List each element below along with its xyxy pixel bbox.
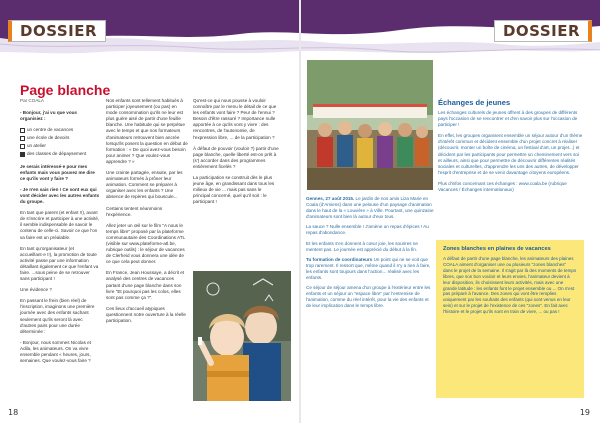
paragraph: En passant le frein (bien réel) de l'inscription, imaginons une première journée avec des enfants sachant seulement qu'ils seront là avec d'autres pairs pour une durée déterminée :: [20, 298, 95, 334]
paragraph: En France, Jean Houssaye, a décrit et analysé des centres de vacances partant d'une page blanche dans son livre "Et pourquoi pas les colos, elles sont pas comme ça ?".: [106, 270, 185, 300]
article-column-1: [20, 110, 100, 369]
article-column-3: [193, 98, 279, 211]
author-byline: Par COALA: [20, 98, 44, 103]
youth-exchange-photo: [307, 60, 433, 190]
paragraph: Ces lieux d'accueil atypiques questionnent notre ouverture à la réelle participation.: [106, 305, 186, 323]
dialogue-question: Je serais intéressé·e pour mes enfants mais vous pouvez me dire ce qu'ils vont y faire ?: [20, 163, 95, 181]
caption-paragraph: [306, 196, 434, 220]
paragraph: En effet, les groupes organisent ensemble un séjour autour d'un thème d'intérêt commun et décident ensemble d'un projet concret à réaliser (découvrir, monter un boîte de cinéma, un festival d'art, un projet...) et décident par les participants pour permettre un cheminement vers soi et ailleurs, ainsi que pour permettre de découvrir différentes réalités sociales et culturelles, d'apprendre les uns des autres, de développer l'esprit d'entreprise et de se venir davantage citoyens européens.: [438, 133, 583, 175]
paragraph: Ce séjour de séjour amena d'un groupe à l'extérieur entre les enfants et un séjour un "espace libre" par l'entremise de l'animation, comme du réel intérêt, pour la vie des enfants et de leur implication dans le temps libre.: [306, 285, 431, 309]
paragraph: Les échanges culturels de jeunes offrent à des groupes de différents pays l'occasion de se rencontrer et d'en savoir plus sur l'occasion de participer !: [438, 110, 578, 128]
page-gutter: [299, 0, 301, 423]
paragraph: La participation se construit dès le plus jeune âge, en grandissant dans tous les milieux de vie ... mais pas sans le principal concerné, quel qu'il soit : le participant !: [193, 175, 275, 205]
checklist-item: des classes de dépaysement: [20, 151, 100, 157]
caption-subheading: Tu formation de coordinateurs: [306, 256, 373, 262]
checklist-item: une école de devoirs: [20, 135, 100, 141]
paragraph: - Bonjour, nous sommes Nicolas et Adila, les animateurs. On va vivre ensemble pendant « heures, jours, semaines. Que voulez-vous faire ?: [20, 339, 91, 364]
paragraph: Certains tentent néanmoins l'expérience.: [106, 205, 163, 217]
caption-paragraph: [306, 257, 434, 281]
page-title: Page blanche: [20, 82, 111, 98]
paragraph: En tant qu'organisateur (et accueillant·e !!), la promotion de toute activité passe par une information détaillant également ce que l'enfant va faire. ...sous peine de se retrouver sans participant !: [20, 245, 99, 282]
sidebar-box-text: A défaut de partir d'une page blanche, les animateurs des plaines COALA aiment d'organiser une ou plusieurs "zones blanches" dans le projet de la semaine. Il s'agit par là des moments de temps libres, que son bon vouloir et leurs envies, l'animateur devient à leur disposition, ils choisissent leurs activités, mais avec une grande latitude : les enfants font le projet ensemble ou ... On n'est pas préparé à l'avance. Des zones qui vont être remplies uniquement par les souhaits des enfants (qui sont venus en leur sein) et sur le projet de l'existence de ces "zones". En fait avec l'histoire et le projet qu'ils sont en train de vivre, ... ou pas !: [443, 256, 577, 315]
sidebar-box-title: Zones blanches en plaines de vacances: [443, 246, 551, 252]
page-number-left: 18: [8, 408, 19, 417]
paragraph: Une évidence ?: [20, 287, 52, 293]
children-photo: [193, 271, 291, 401]
caption-text: Le jardin de nos amis Liza Marie en Coala (d'Amiens) dans une pelouse d'un paysage d'animation dans le haut de la « Louvière » à Ville. Pourtant, une quinzaine d'animateurs sont bien là autour d'eux tous.: [306, 196, 434, 220]
article-column-2: [106, 98, 188, 329]
paragraph: Plus d'infos concernant ces échanges : www.coala.be (rubrique Vacances / Échanges internationaux): [438, 180, 567, 193]
paragraph: Et les enfants s'en donnent à cœur joie, les sourires ne mentent pas. Le journée est apprécié du début à la fin.: [306, 240, 418, 252]
dialogue-intro: - Bonjour, j'ai vu que vous organisiez :: [20, 110, 77, 122]
paragraph: Allez jeter un œil sur le film "A nous le temps libre" proposé par la plateforme communautaire des Coordinations ATL (visible sur www.plateforme-atl.be, rubrique outils) : le séjour de vacances de Clerheid vous donnera une idée de ce que cela peut donner.: [106, 222, 185, 265]
paragraph: Nos enfants sont tellement habitués à participer joyeusement (ou pas) en mode consommation qu'ils ne leur est plus guère aisé de partir d'une feuille blanche. Une habitude qui se perpétue avec le temps et que nos formateurs d'animateurs retrouvent bien ancrée lorsqu'ils posent la question en début de formation : « De quoi avez-vous besoin pour animer ? Que voulez-vous apprendre ? »: [106, 98, 188, 164]
section-tag-left: DOSSIER: [8, 20, 106, 42]
caption-date: Gennes, 27 août 2015.: [306, 196, 355, 201]
dialogue-answer: - Je n'en sais rien ! Ce sont eux qui vont décider avec les autres enfants du groupe.: [20, 186, 100, 205]
paragraph: Une crainte partagée, ensuite, par les animateurs formés à prôner leur animation. Comment se préparer à organiser avec les enfants ? Une absence de repères qui bouscule...: [106, 170, 183, 200]
sidebar-box-zones-blanches: [436, 240, 584, 398]
paragraph: Qu'est-ce qui nous pousse à vouloir connaître par le menu le détail de ce que les enfants vont faire ? Peur de l'ennui ? Besoin d'être rassuré ? Importance nulle apportée à ce qu'ils vont y vivre : des rencontres, de l'autonomie, de l'expression libre, ... de la participation ?: [193, 98, 277, 140]
section-title-youth-exchanges: Échanges de jeunes: [438, 98, 511, 107]
checklist-item: un centre de vacances: [20, 127, 100, 133]
paragraph: En tant que parent (et enfant !!), avant de s'inscrire et participer à une activité, il semble indispensable de savoir le contenu de celle-ci. Savoir ce que l'on va faire est un préalable.: [20, 210, 100, 240]
paragraph: La sauce ? Nulle ensemble ! J'amène un repas d'épices ! Au repas d'abondance.: [306, 224, 429, 236]
photo-caption-column: [306, 196, 434, 314]
checklist-item: un atelier: [20, 143, 100, 149]
page-number-right: 19: [579, 408, 590, 417]
children-illustration: [193, 271, 291, 401]
youth-exchange-column: [438, 110, 583, 198]
paragraph: À défaut de pouvoir (vouloir ?) partir d'une page blanche, quelle liberté est-on prêt à (s') accorder dans des programmes entièrement ficelés ?: [193, 145, 279, 169]
section-tag-right: DOSSIER: [494, 20, 592, 42]
caption-text: Un point qui ne se voit que trop rarement. Il ressort que, même quand il n'y a rien à faire, les enfants sont toujours dans l'action... réalisé avec les enfants.: [306, 256, 431, 281]
activity-checklist: [20, 127, 100, 157]
group-illustration: [307, 60, 433, 190]
